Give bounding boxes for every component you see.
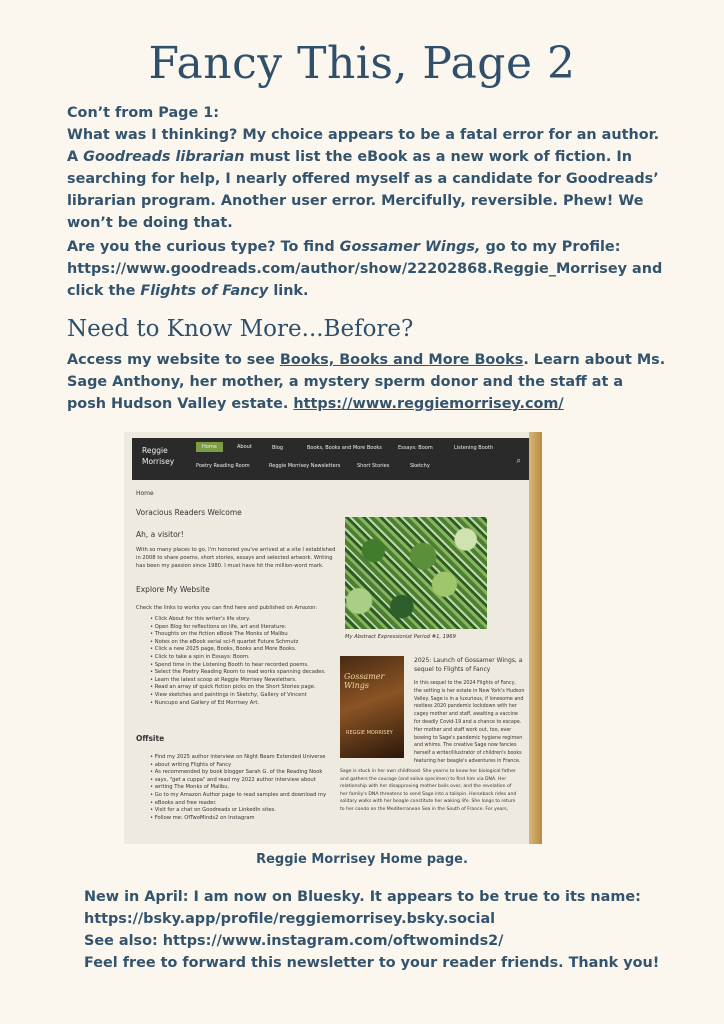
site-list-item: • says, "get a cuppa" and read my 2022 author interview about	[150, 776, 316, 783]
launch-line: Her mother and staff work out, too, ever	[414, 727, 512, 733]
website-screenshot	[124, 432, 542, 844]
nav-essays: Essays: Boom	[398, 445, 433, 451]
image-caption: Reggie Morrisey Home page.	[256, 852, 468, 867]
site-visitor-text: With so many places to go, I'm honored you've arrived at a site I established in 2008 to share poems, short stories, essays and selected artwork. Writing has been my passion since 1980. I must have hit the million-word mark.	[136, 547, 336, 569]
nav-home: Home	[196, 442, 223, 452]
site-list-item: • Go to my Amazon Author page to read samples and download my	[150, 791, 327, 798]
launch-more-line: relationship with her disapproving mother boils over, and the revelation of	[340, 784, 512, 790]
intro-text-2: must list the eBook as a new work of fiction. In searching for help, I nearly offered myself as a candidate for Goodreads’ librarian program. Another user error. Mercifully, reversible. Phew! We won’t be doing that.	[67, 149, 659, 231]
site-list-item: • Read an array of quick fiction picks on the Short Stories page.	[150, 684, 316, 691]
site-list-item: • Click About for this writer's life story.	[150, 616, 251, 622]
launch-more-text	[340, 768, 526, 814]
launch-line: herself a writer/illustrator of children's books	[414, 751, 522, 757]
launch-title: 2025: Launch of Gossamer Wings, a sequel to Flights of Fancy	[414, 657, 523, 673]
curious-emphasis-1: Gossamer Wings,	[339, 239, 481, 255]
painting-caption: My Abstract Expressionist Period #1, 1969	[345, 634, 456, 640]
nav-blog: Blog	[272, 445, 284, 451]
site-brand	[142, 445, 174, 467]
curious-emphasis-2: Flights of Fancy	[140, 283, 269, 299]
nav-listening: Listening Booth	[454, 445, 493, 451]
nav-poetry: Poetry Reading Room	[196, 463, 250, 469]
site-brand-text: Reggie Morrisey	[142, 446, 175, 466]
curious-text-2: go to my Profile: https://www.goodreads.com/author/show/22202868.Reggie_Morrisey and click the	[67, 239, 663, 299]
website-link[interactable]: https://www.reggiemorrisey.com/	[293, 396, 564, 412]
site-list-item: • about writing Flights of Fancy	[150, 761, 232, 768]
site-list-item: • Nuncupo and Gallery of Ed Morrisey Art.	[150, 699, 260, 706]
curious-text-1: Are you the curious type? To find	[67, 239, 340, 255]
book-cover-author: REGGIE MORRISEY	[346, 730, 393, 736]
april-line-1: New in April: I am now on Bluesky. It appears to be true to its name:	[84, 889, 641, 905]
site-list-item: • Click a new 2025 page, Books, Books and More Books.	[150, 646, 297, 653]
site-list-item: • Select the Poetry Reading Room to read works spanning decades.	[150, 669, 326, 676]
screenshot-edge	[529, 432, 542, 844]
launch-line: cagey mother and staff, awaiting a vaccine	[414, 712, 518, 718]
site-welcome: Voracious Readers Welcome	[136, 508, 242, 517]
book-cover	[340, 656, 404, 758]
need-paragraph	[67, 349, 667, 415]
launch-more-line: and gathers the courage (and saliva specimen) to find him via DNA. Her	[340, 776, 507, 782]
forward-line: Feel free to forward this newsletter to your reader friends. Thank you!	[84, 955, 660, 971]
launch-line: In this sequel to the 2024 Flights of Fancy,	[414, 681, 516, 686]
site-list-item: • Open Blog for reflections on life, art and literature:	[150, 623, 287, 630]
site-offsite: Offsite	[136, 734, 165, 743]
site-list-item: • Thoughts on the fiction eBook The Monks of Malibu	[150, 631, 288, 638]
launch-line: and whims. The creative Sage now fancies	[414, 743, 517, 749]
launch-line: featuring her beagle's adventures in France.	[414, 758, 521, 764]
launch-line: restless 2020 pandemic lockdown with her	[414, 704, 517, 710]
site-list-item: • Visit for a chat on Goodreads or LinkedIn sites.	[150, 807, 276, 814]
launch-line: bowing to Sage's pandemic hygiene regimen	[414, 735, 523, 741]
april-paragraph	[84, 886, 684, 974]
curious-paragraph	[67, 236, 667, 302]
site-list-item: • Click to take a spin in Essays: Boom.	[150, 653, 250, 660]
site-list-item: • Spend time in the Listening Booth to hear recorded poems.	[150, 661, 309, 668]
section-heading: Need to Know More...Before?	[67, 316, 414, 342]
launch-text	[414, 680, 529, 766]
nav-newsletters: Reggie Morrisey Newsletters	[269, 463, 341, 469]
site-list-item: • View sketches and paintings in Sketchy, Gallery of Vincent	[150, 691, 307, 698]
screenshot-page	[124, 432, 529, 844]
bluesky-link[interactable]: https://bsky.app/profile/reggiemorrisey.bsky.social	[84, 911, 496, 927]
intro-continued: Con’t from Page 1:	[67, 105, 220, 121]
site-explore: Explore My Website	[136, 585, 210, 594]
launch-line: Valley. Sage is in a luxurious, if lonesome and	[414, 696, 524, 702]
instagram-line: See also: https://www.instagram.com/oftwominds2/	[84, 933, 504, 949]
site-list-item: • Find my 2025 author interview on Night Beam Extended Universe	[150, 754, 326, 760]
site-explore-intro: Check the links to works you can find here and published on Amazon:	[136, 605, 318, 611]
launch-more-line: to her condo on the Mediterranean Sea in the South of France. For years,	[340, 806, 509, 812]
site-explore-list	[150, 616, 340, 707]
intro-emphasis: Goodreads librarian	[83, 149, 245, 165]
launch-line: for deadly Covid-19 and a chance to escape.	[414, 719, 522, 725]
site-list-item: • Follow me: OfTwoMinds2 on Instagram	[150, 814, 255, 821]
site-list-item: • Learn the latest scoop at Reggie Morrisey Newsletters.	[150, 676, 297, 683]
launch-more-line: Sage is stuck in her own childhood. She yearns to know her biological father	[340, 769, 516, 774]
curious-text-3: link.	[268, 283, 309, 299]
site-list-item: • Notes on the eBook serial sci-fi quartet Future Schmutz	[150, 638, 299, 645]
site-list-item: • eBooks and free reader.	[150, 799, 217, 806]
intro-text-1: What was I thinking? My choice appears to be a fatal error for an author. A	[67, 127, 660, 165]
site-offsite-list	[150, 754, 340, 822]
need-text-2: . Learn about Ms. Sage Anthony, her mother, a mystery sperm donor and the staff at a posh Hudson Valley estate.	[67, 352, 666, 412]
launch-line: the setting is her estate in New York's Hudson	[414, 688, 525, 694]
site-breadcrumb: Home	[136, 490, 154, 497]
launch-more-line: her family's DNA threatens to send Sage into a tailspin. Horseback rides and	[340, 791, 517, 797]
book-cover-title: Gossamer Wings	[344, 672, 385, 690]
nav-short-stories: Short Stories	[357, 463, 390, 469]
intro-paragraph	[67, 102, 667, 234]
site-list-item: • As recommended by book blogger Sarah G. of the Reading Nook	[150, 769, 323, 776]
nav-about: About	[237, 444, 252, 450]
site-nav-bar	[132, 438, 529, 480]
search-icon: ⌕	[516, 456, 521, 465]
books-link[interactable]: Books, Books and More Books	[279, 352, 524, 368]
site-visitor: Ah, a visitor!	[136, 530, 184, 539]
need-text-1: Access my website to see	[67, 352, 280, 368]
page-title: Fancy This, Page 2	[148, 38, 576, 89]
abstract-painting	[345, 517, 487, 629]
nav-books: Books, Books and More Books	[307, 445, 382, 451]
nav-sketchy: Sketchy	[410, 463, 430, 469]
site-list-item: • writing The Monks of Malibu.	[150, 784, 230, 791]
launch-more-line: solitary walks with her beagle constitute her waking life. She longs to return	[340, 799, 516, 805]
